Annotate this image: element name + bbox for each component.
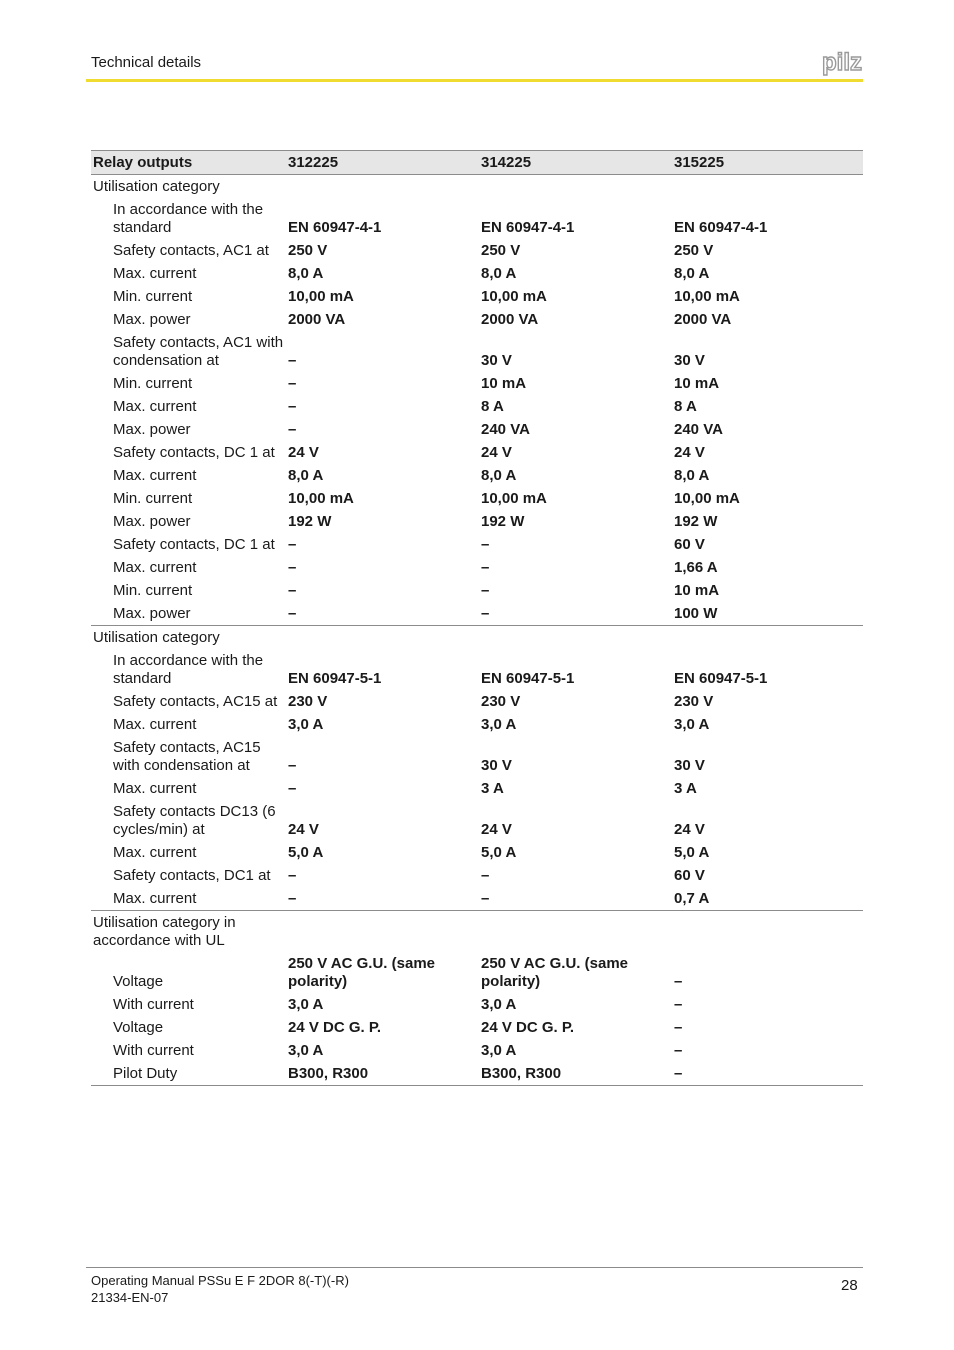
row-label: Safety contacts, DC 1 at	[113, 443, 275, 461]
row-label: Max. current	[113, 715, 197, 733]
row-label: Max. power	[113, 512, 191, 530]
table-row	[91, 262, 863, 285]
header-rule	[86, 79, 863, 82]
value-cell: EN 60947-4-1	[674, 218, 768, 236]
row-label: Max. current	[91, 887, 286, 911]
value-cell: –	[288, 581, 297, 599]
value-cell: 3,0 A	[288, 715, 324, 733]
value-cell: –	[288, 535, 297, 553]
value-cell: 250 V AC G.U. (same polarity)	[288, 954, 436, 990]
value-cell: 8,0 A	[674, 264, 710, 282]
table-row	[91, 1016, 863, 1039]
row-label: In accordance with the standard	[113, 651, 264, 687]
table-row	[91, 602, 863, 626]
value-cell: 8,0 A	[481, 264, 517, 282]
row-label: Max. power	[91, 602, 286, 626]
value-cell: 3,0 A	[481, 995, 517, 1013]
value-cell: 10,00 mA	[674, 287, 740, 305]
value-cell: B300, R300	[479, 1062, 672, 1086]
value-cell	[672, 626, 863, 650]
value-cell: 5,0 A	[674, 843, 710, 861]
row-label: Min. current	[113, 489, 193, 507]
row-label: Min. current	[113, 374, 193, 392]
table-row	[91, 736, 863, 777]
pilz-logo	[821, 50, 865, 76]
table-group-row	[91, 175, 863, 199]
value-cell: –	[288, 558, 297, 576]
table-row	[91, 395, 863, 418]
value-cell: 24 V DC G. P.	[288, 1018, 382, 1036]
row-label: Voltage	[113, 1018, 164, 1036]
table-header-row	[91, 151, 863, 175]
value-cell: 240 VA	[481, 420, 530, 438]
value-cell: 24 V	[288, 443, 319, 461]
value-cell: 10,00 mA	[481, 489, 547, 507]
value-cell: 1,66 A	[674, 558, 718, 576]
value-cell: 3 A	[674, 779, 697, 797]
value-cell: 0,7 A	[672, 887, 863, 911]
value-cell: EN 60947-4-1	[288, 218, 382, 236]
table-row	[91, 418, 863, 441]
row-label: Safety contacts, AC15 at	[113, 692, 278, 710]
value-cell: 5,0 A	[288, 843, 324, 861]
value-cell: 8,0 A	[674, 466, 710, 484]
value-cell: –	[674, 1018, 683, 1036]
value-cell: –	[288, 779, 297, 797]
value-cell: –	[479, 602, 672, 626]
table-row	[91, 331, 863, 372]
value-cell: 8,0 A	[288, 264, 324, 282]
value-cell: 8 A	[481, 397, 504, 415]
value-cell: 10 mA	[674, 374, 720, 392]
value-cell: 3 A	[481, 779, 504, 797]
value-cell: 24 V	[674, 443, 705, 461]
value-cell: –	[479, 887, 672, 911]
value-cell: 10 mA	[674, 581, 720, 599]
row-label: Safety contacts, DC 1 at	[113, 535, 275, 553]
value-cell: 250 V	[481, 241, 521, 259]
value-cell: –	[674, 995, 683, 1013]
table-row	[91, 285, 863, 308]
table-row	[91, 198, 863, 239]
column-header: 312225	[286, 151, 479, 175]
table-row	[91, 864, 863, 887]
value-cell: –	[288, 351, 297, 369]
table-group-row	[91, 626, 863, 650]
value-cell: –	[286, 887, 479, 911]
value-cell: 5,0 A	[481, 843, 517, 861]
table-row	[91, 713, 863, 736]
row-label: Max. current	[113, 397, 197, 415]
table-row	[91, 579, 863, 602]
table-row	[91, 533, 863, 556]
table-row	[91, 649, 863, 690]
row-label: Max. power	[113, 420, 191, 438]
row-label: Max. current	[113, 779, 197, 797]
value-cell: 100 W	[672, 602, 863, 626]
column-header: Relay outputs	[91, 151, 286, 175]
table-row	[91, 239, 863, 262]
value-cell: 24 V DC G. P.	[481, 1018, 575, 1036]
value-cell: EN 60947-4-1	[481, 218, 575, 236]
value-cell: 10,00 mA	[481, 287, 547, 305]
value-cell: 250 V AC G.U. (same polarity)	[481, 954, 629, 990]
value-cell: –	[481, 535, 490, 553]
value-cell: 2000 VA	[288, 310, 346, 328]
row-label: Max. current	[113, 843, 197, 861]
row-label: In accordance with the standard	[113, 200, 264, 236]
value-cell: 10 mA	[481, 374, 527, 392]
table-row	[91, 372, 863, 395]
page-number: 28	[841, 1277, 858, 1294]
row-label: Safety contacts, AC1 with condensation at	[113, 333, 284, 369]
value-cell: 30 V	[481, 351, 512, 369]
table-group-row	[91, 911, 863, 953]
value-cell: –	[481, 581, 490, 599]
row-label: With current	[113, 995, 194, 1013]
table-row	[91, 690, 863, 713]
table-row	[91, 993, 863, 1016]
value-cell: EN 60947-5-1	[288, 669, 382, 687]
table-row	[91, 887, 863, 911]
value-cell: 24 V	[481, 443, 512, 461]
value-cell: 250 V	[674, 241, 714, 259]
value-cell: 30 V	[481, 756, 512, 774]
value-cell: 3,0 A	[288, 995, 324, 1013]
group-label: Utilisation category	[93, 177, 220, 195]
row-label: Safety contacts, DC1 at	[113, 866, 271, 884]
footer-doc-id: 21334-EN-07	[91, 1290, 169, 1305]
value-cell: 60 V	[674, 535, 705, 553]
value-cell: 30 V	[674, 351, 705, 369]
table-row	[91, 1039, 863, 1062]
table-row	[91, 556, 863, 579]
table-row	[91, 1062, 863, 1086]
value-cell	[286, 175, 479, 199]
row-label: Min. current	[113, 287, 193, 305]
value-cell: –	[288, 374, 297, 392]
value-cell: 3,0 A	[481, 1041, 517, 1059]
value-cell: 192 W	[674, 512, 718, 530]
value-cell: 230 V	[481, 692, 521, 710]
value-cell: 240 VA	[674, 420, 723, 438]
value-cell: –	[288, 866, 297, 884]
value-cell: –	[286, 602, 479, 626]
value-cell: B300, R300	[286, 1062, 479, 1086]
row-label: Min. current	[113, 581, 193, 599]
table-row	[91, 777, 863, 800]
row-label: Safety contacts, AC1 at	[113, 241, 269, 259]
table-row	[91, 441, 863, 464]
row-label: Pilot Duty	[91, 1062, 286, 1086]
header-title: Technical details	[91, 54, 202, 71]
value-cell: 24 V	[481, 820, 512, 838]
row-label: Max. power	[113, 310, 191, 328]
column-header: 315225	[672, 151, 863, 175]
value-cell: –	[672, 1062, 863, 1086]
value-cell: 192 W	[288, 512, 332, 530]
relay-outputs-table	[91, 150, 863, 1086]
row-label: Safety contacts DC13 (6 cycles/min) at	[113, 802, 276, 838]
value-cell: 192 W	[481, 512, 525, 530]
value-cell: EN 60947-5-1	[674, 669, 768, 687]
group-label: Utilisation category	[93, 628, 220, 646]
value-cell: 2000 VA	[674, 310, 732, 328]
value-cell: 60 V	[674, 866, 705, 884]
table-row	[91, 841, 863, 864]
value-cell: 2000 VA	[481, 310, 539, 328]
table-row	[91, 487, 863, 510]
value-cell: 230 V	[674, 692, 714, 710]
table-row	[91, 308, 863, 331]
table-row	[91, 510, 863, 533]
row-label: Max. current	[113, 558, 197, 576]
table-row	[91, 952, 863, 993]
logo-text: pilz	[822, 50, 862, 76]
row-label: With current	[113, 1041, 194, 1059]
value-cell	[672, 175, 863, 199]
value-cell	[672, 911, 863, 953]
column-header: 314225	[479, 151, 672, 175]
value-cell: EN 60947-5-1	[481, 669, 575, 687]
value-cell: 3,0 A	[674, 715, 710, 733]
value-cell: 24 V	[288, 820, 319, 838]
value-cell: –	[288, 420, 297, 438]
row-label: Max. current	[113, 466, 197, 484]
value-cell	[479, 626, 672, 650]
value-cell: 3,0 A	[288, 1041, 324, 1059]
value-cell: 8 A	[674, 397, 697, 415]
value-cell: 230 V	[288, 692, 328, 710]
value-cell: 250 V	[288, 241, 328, 259]
group-label: Utilisation category in accordance with UL	[93, 913, 236, 949]
value-cell	[479, 175, 672, 199]
value-cell: 30 V	[674, 756, 705, 774]
value-cell	[286, 626, 479, 650]
value-cell: 10,00 mA	[288, 489, 354, 507]
row-label: Voltage	[113, 972, 164, 990]
value-cell: –	[674, 1041, 683, 1059]
table-row	[91, 464, 863, 487]
table-row	[91, 800, 863, 841]
value-cell: 3,0 A	[481, 715, 517, 733]
row-label: Max. current	[113, 264, 197, 282]
value-cell: 8,0 A	[481, 466, 517, 484]
value-cell: –	[288, 756, 297, 774]
footer-rule	[86, 1267, 863, 1268]
value-cell: –	[481, 866, 490, 884]
footer-manual-title: Operating Manual PSSu E F 2DOR 8(-T)(-R)	[91, 1273, 349, 1288]
value-cell: 8,0 A	[288, 466, 324, 484]
row-label: Safety contacts, AC15 with condensation at	[113, 738, 261, 774]
value-cell	[286, 911, 479, 953]
table-body	[91, 175, 863, 1086]
value-cell: 10,00 mA	[674, 489, 740, 507]
value-cell: –	[674, 972, 683, 990]
value-cell: –	[481, 558, 490, 576]
value-cell	[479, 911, 672, 953]
value-cell: –	[288, 397, 297, 415]
value-cell: 10,00 mA	[288, 287, 354, 305]
value-cell: 24 V	[674, 820, 705, 838]
